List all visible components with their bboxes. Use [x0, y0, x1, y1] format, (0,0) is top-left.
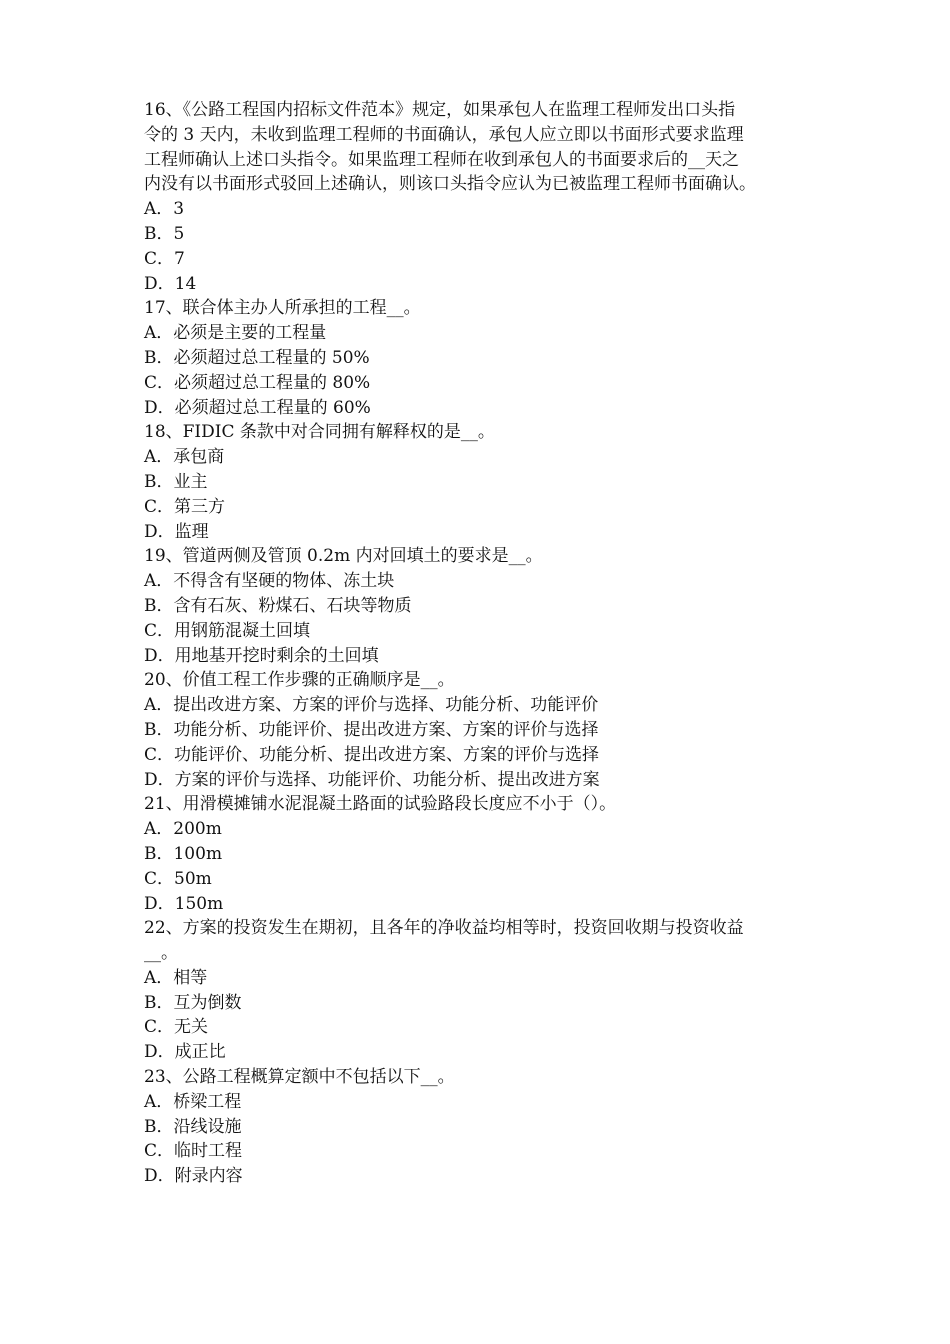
option-a: A．3 [144, 199, 185, 220]
option-a: A．提出改进方案、方案的评价与选择、功能分析、功能评价 [144, 695, 599, 716]
question-21 [144, 792, 816, 916]
question-stem: 20、价值工程工作步骤的正确顺序是__。 [144, 670, 455, 691]
question-stem: __。 [144, 943, 178, 964]
option-a: A．200m [144, 819, 222, 840]
question-19 [144, 544, 816, 668]
question-22 [144, 916, 816, 1065]
option-c: C．7 [144, 248, 185, 269]
option-a: A．相等 [144, 967, 208, 988]
option-d: D．14 [144, 273, 197, 294]
option-a: A．不得含有坚硬的物体、冻土块 [144, 571, 395, 592]
option-d: D．附录内容 [144, 1166, 243, 1187]
question-stem: 21、用滑模摊铺水泥混凝土路面的试验路段长度应不小于（）。 [144, 794, 617, 815]
question-stem: 18、FIDIC 条款中对合同拥有解释权的是__。 [144, 422, 495, 443]
option-b: B．业主 [144, 471, 208, 492]
question-20 [144, 668, 816, 792]
question-stem: 22、方案的投资发生在期初，且各年的净收益均相等时，投资回收期与投资收益 [144, 918, 744, 939]
option-b: B．沿线设施 [144, 1116, 242, 1137]
option-d: D．成正比 [144, 1042, 226, 1063]
option-c: C．必须超过总工程量的 80% [144, 372, 371, 393]
option-c: C．临时工程 [144, 1141, 243, 1162]
question-23 [144, 1065, 816, 1189]
option-c: C．功能评价、功能分析、提出改进方案、方案的评价与选择 [144, 744, 600, 765]
question-17 [144, 296, 816, 420]
option-a: A．承包商 [144, 447, 225, 468]
question-stem: 16、《公路工程国内招标文件范本》规定，如果承包人在监理工程师发出口头指 [144, 100, 736, 120]
question-stem: 内没有以书面形式驳回上述确认，则该口头指令应认为已被监理工程师书面确认。 [144, 174, 756, 195]
option-b: B．必须超过总工程量的 50% [144, 347, 370, 368]
option-c: C．用钢筋混凝土回填 [144, 620, 311, 641]
option-d: D．方案的评价与选择、功能评价、功能分析、提出改进方案 [144, 769, 600, 790]
question-stem: 令的 3 天内，未收到监理工程师的书面确认，承包人应立即以书面形式要求监理 [144, 124, 744, 145]
option-d: D．150m [144, 893, 224, 914]
question-stem: 19、管道两侧及管顶 0.2m 内对回填土的要求是__。 [144, 546, 543, 567]
option-b: B．100m [144, 843, 223, 864]
option-a: A．必须是主要的工程量 [144, 323, 327, 344]
option-b: B．含有石灰、粉煤石、石块等物质 [144, 595, 412, 616]
option-d: D．必须超过总工程量的 60% [144, 397, 371, 418]
option-c: C．50m [144, 868, 212, 889]
question-stem: 23、公路工程概算定额中不包括以下__。 [144, 1067, 455, 1088]
option-c: C．无关 [144, 1017, 209, 1038]
option-d: D．监理 [144, 521, 209, 542]
option-c: C．第三方 [144, 496, 226, 517]
option-a: A．桥梁工程 [144, 1091, 242, 1112]
option-d: D．用地基开挖时剩余的土回填 [144, 645, 379, 666]
option-b: B．功能分析、功能评价、提出改进方案、方案的评价与选择 [144, 719, 599, 740]
option-b: B．互为倒数 [144, 992, 242, 1013]
question-stem: 17、联合体主办人所承担的工程__。 [144, 298, 421, 319]
option-b: B．5 [144, 223, 185, 244]
question-stem: 工程师确认上述口头指令。如果监理工程师在收到承包人的书面要求后的__天之 [144, 149, 739, 170]
question-16 [144, 98, 816, 296]
document-page [144, 98, 816, 1189]
question-18 [144, 420, 816, 544]
